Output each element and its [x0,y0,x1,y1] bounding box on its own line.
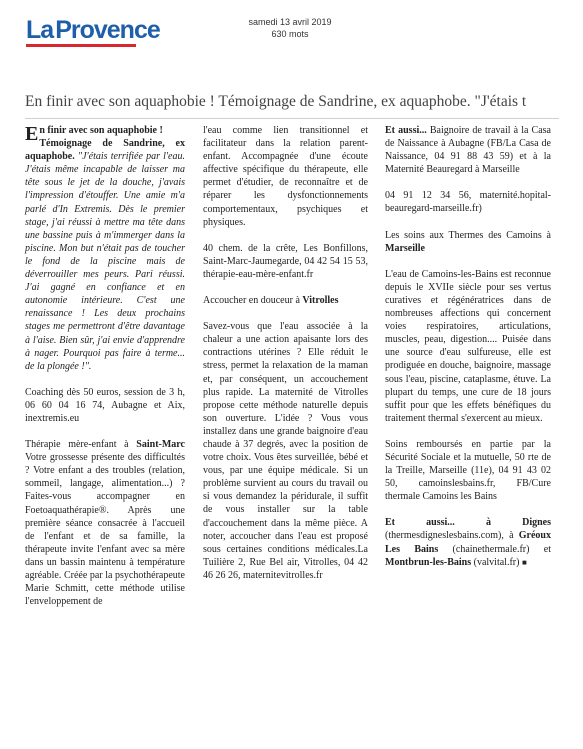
therapie-location: Saint-Marc [136,439,185,451]
publication-logo [26,17,160,43]
logo-la: La [26,16,54,44]
testimony-title: Témoignage de Sandrine, ex aquaphobe. [25,138,185,163]
beauregard-contact: 04 91 12 34 56, maternité.hopital-beauregard-marseille.fr) [385,190,551,215]
article-column-1 [25,124,185,621]
therapie-heading: Thérapie mère-enfant à [25,439,137,451]
other-spas-paragraph [385,516,551,568]
therapie-body: Votre grossesse présente des difficultés ? Votre enfant a des troubles (relation, sommeil, langage, alimentation...) ? Faites-vous accompagner en Foetoaquathérapie®. Après une première séance consacrée à l'accueil de l'enfant et de sa famille, la thérapeute invite l'enfant avec sa mère dans un bassin maintenu à température agréable. Créée par la psychothérapeute Marie Schmitt, cette méthode utilise l'enveloppement de [25,452,185,608]
montbrun-label: Montbrun-les-Bains [385,556,472,568]
vitrolles-location: Vitrolles [302,295,339,307]
montbrun-text: (valvital.fr) [471,556,522,568]
greoux-text: (chainethermale.fr) et [438,543,551,555]
word-count: 630 mots [271,29,309,39]
vitrolles-heading [203,294,368,307]
lead-paragraph [25,124,185,373]
greoux-label: Gréoux Les Bains [385,530,551,555]
article-column-3 [385,124,551,582]
et-aussi-label: Et aussi... [385,125,427,136]
camoins-heading [385,229,551,255]
coaching-info: Coaching dès 50 euros, session de 3 h, 06 60 04 16 74, Aubagne et Aix, inextremis.eu [25,386,185,424]
camoins-body: L'eau de Camoins-les-Bains est reconnue depuis le XVIIe siècle pour ses vertus curatives et régénératrices dans de nombreuses affections qui concernent voies respiratoires, articulations, muscles, peau, digestion.... Puisée dans une source d'eau sulfureuse, elle est prodiguée en douche, baignoire, massage sous l'eau, piscine, cataplasme, étuve. La plupart du temps, une cure de 18 jours suffit pour que les effets bénéfiques du traitement thermal s'exercent au mieux. [385,268,551,424]
vitrolles-heading-text: Accoucher en douceur à [203,295,303,307]
therapie-continuation: l'eau comme lien transitionnel et facilitateur dans la relation parent-enfant. Accompagnée d'une écoute affective spécifique du thérapeute, elle permet d'étudier, de reconnaître et de réparer les dysfonctionnements comportementaux, psychiques et physiques. [203,125,368,228]
article-column-2 [203,124,368,595]
drop-cap: E [25,123,39,145]
therapie-address: 40 chem. de la crête, Les Bonfillons, Saint-Marc-Jaumegarde, 04 42 54 15 53, thérapie-eau-mère-enfant.fr [203,242,368,280]
logo-provence: Provence [55,16,160,44]
aubagne-text: Baignoire de travail à la Casa de Naissance à Aubagne (FB/La Casa de Naissance, 04 91 88 43 59) et à la Maternité Beauregard à Marseille [385,125,551,176]
camoins-location: Marseille [385,242,425,254]
end-of-article-mark: ■ [521,557,527,567]
title-divider [25,118,559,119]
lead-bold: n finir avec son [39,125,105,136]
aubagne-paragraph [385,124,551,176]
camoins-contact: Soins remboursés en partie par la Sécurité Sociale et la mutuelle, 50 rte de la Treille, Marseille (11e), 04 91 43 02 50, camoinslesbains.fr, FB/Cure thermale Camoins les Bains [385,438,551,503]
article-meta [230,16,350,40]
logo-underline [26,44,136,47]
article-title: En finir avec son aquaphobie ! Témoignage de Sandrine, ex aquaphobe. "J'étais t [25,93,527,110]
publication-date: samedi 13 avril 2019 [248,17,332,27]
vitrolles-body: Savez-vous que l'eau associée à la chaleur a une action apaisante lors des contractions utérines ? Elle réduit le stress, permet la relaxation de la maman et, par conséquent, un accouchement plus rapide. La maternité de Vitrolles propose cette méthode naturelle depuis son ouverture. L'idée ? Vous vous installez dans une grande baignoire d'eau chaude à 37 degrés, avec la position de votre choix. Vous êtes surveillée, bébé et vous, par une équipe médicale. Si un problème survient au cours du travail ou si vous demandez la péridurale, il suffit de vous installer sur la table d'accouchement dans la même pièce. A noter, accoucher dans l'eau est proposé sous certaines conditions médicales.La Tuilière 2, Rue Bel air, Vitrolles, 04 42 46 26 26, maternitevitrolles.fr [203,321,368,581]
lead-rest: aquaphobie ! [104,125,163,136]
dignes-label: Et aussi... à Dignes [385,517,551,529]
testimony-quote: "J'étais terrifiée par l'eau. J'étais même incapable de laisser ma tête sous le jet de la douche, j'avais l'impression d'étouffer. Une amie m'a parlé d'In Extremis. Dès le premier stage, j'ai réussi à mettre ma tête dans une bassine puis à m'immerger dans la piscine. Mon but n'était pas de toucher le fond de la piscine mais de déverrouiller mes peurs. Pari réussi. J'ai gagné en confiance et en autonomie intérieure. C'est une renaissance ! Les deux prochains stages me permettront d'être davantage à l'aise. Bien sûr, j'ai envie d'apprendre à nager. Pourquoi pas faire à terme... de la plongée !". [25,151,185,372]
camoins-heading-text: Les soins aux Thermes des Camoins à [385,229,551,241]
dignes-text: (thermesdigneslesbains.com), à [385,530,519,542]
therapie-paragraph [25,438,185,608]
